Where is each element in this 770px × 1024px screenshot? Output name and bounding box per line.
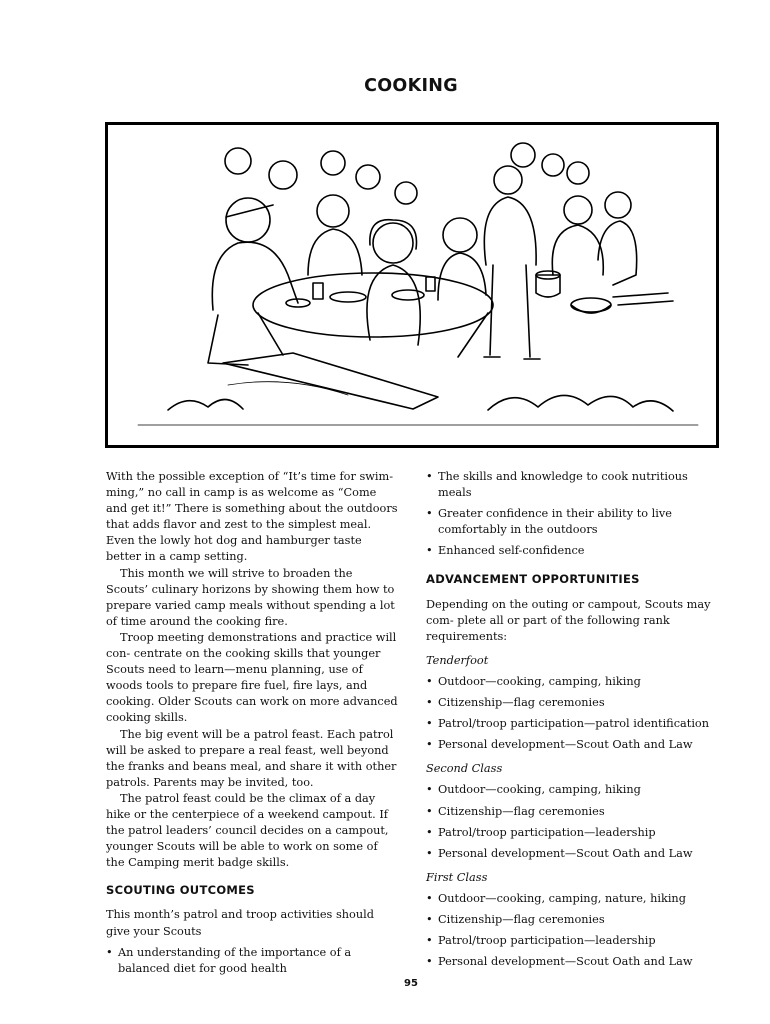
rank-heading-second-class: Second Class	[426, 762, 503, 776]
bullet-icon: •	[426, 696, 433, 710]
list-item-text: Citizenship—flag ceremonies	[438, 804, 605, 818]
rank-heading-first-class: First Class	[426, 870, 488, 884]
list-item-text: Citizenship—flag ceremonies	[438, 912, 605, 926]
list-item	[426, 825, 720, 841]
left-column	[106, 469, 398, 977]
list-item	[426, 954, 720, 970]
page-title: COOKING	[364, 76, 458, 96]
list-item-text: An understanding of the importance of a balanced diet for good health	[118, 945, 352, 975]
bullet-icon: •	[426, 470, 433, 483]
list-item	[426, 846, 720, 862]
list-item	[426, 804, 720, 820]
list-item-text: Citizenship—flag ceremonies	[438, 696, 605, 710]
list-item-text: Patrol/troop participation—leadership	[438, 934, 656, 948]
bullet-icon: •	[426, 955, 433, 969]
list-item	[426, 674, 720, 690]
list-item-text: Patrol/troop participation—leadership	[438, 825, 656, 839]
list-item	[426, 469, 720, 501]
list-item-text: The skills and knowledge to cook nutritious meals	[438, 470, 688, 500]
bullet-icon: •	[426, 783, 433, 797]
list-item-text: Personal development—Scout Oath and Law	[438, 846, 693, 860]
outcomes-intro: This month’s patrol and troop activities should give your Scouts	[106, 908, 374, 938]
list-item	[426, 716, 720, 732]
list-item	[426, 695, 720, 711]
list-item	[426, 933, 720, 949]
illustration-frame	[105, 122, 719, 448]
body-paragraph: The big event will be a patrol feast. Each patrol will be asked to prepare a real feast, well beyond the franks and beans meal, and share it with other patrols. Parents may be invited, too.	[106, 727, 397, 789]
right-column	[426, 469, 720, 970]
rank-heading-tenderfoot: Tenderfoot	[426, 653, 489, 667]
bullet-icon: •	[426, 804, 433, 818]
advancement-intro: Depending on the outing or campout, Scouts may com- plete all or part of the following rank requirements:	[426, 597, 711, 643]
page-number: 95	[404, 978, 418, 989]
list-item-text: Patrol/troop participation—patrol identification	[438, 717, 710, 731]
list-item-text: Outdoor—cooking, camping, hiking	[438, 674, 641, 688]
list-item	[426, 891, 720, 907]
list-item-text: Personal development—Scout Oath and Law	[438, 738, 693, 752]
list-item-text: Outdoor—cooking, camping, hiking	[438, 783, 641, 797]
list-item-text: Greater confidence in their ability to live comfortably in the outdoors	[438, 507, 672, 537]
list-item-text: Outdoor—cooking, camping, nature, hiking	[438, 891, 686, 905]
list-item	[426, 543, 720, 559]
bullet-icon: •	[426, 934, 433, 948]
list-item	[106, 945, 398, 977]
list-item-text: Enhanced self-confidence	[438, 544, 585, 558]
bullet-icon: •	[106, 945, 113, 959]
list-item	[426, 506, 720, 538]
body-paragraph: The patrol feast could be the climax of a day hike or the centerpiece of a weekend campout. If the patrol leaders’ council decides on a campout, younger Scouts will be able to work on some of the Camping merit badge skills.	[106, 791, 389, 870]
list-item	[426, 737, 720, 753]
bullet-icon: •	[426, 912, 433, 926]
list-item-text: Personal development—Scout Oath and Law	[438, 955, 693, 969]
bullet-icon: •	[426, 846, 433, 860]
bullet-icon: •	[426, 507, 433, 521]
scouts-camp-meal-illustration	[108, 125, 716, 445]
bullet-icon: •	[426, 891, 433, 905]
body-paragraph: With the possible exception of “It’s time for swim- ming,” no call in camp is as welcome as “Come and get it!” There is something about the outdoors that adds flavor and zest to the simplest meal. Even the lowly hot dog and hamburger taste better in a camp setting.	[106, 470, 398, 564]
list-item	[426, 782, 720, 798]
bullet-icon: •	[426, 674, 433, 688]
body-paragraph: This month we will strive to broaden the Scouts’ culinary horizons by showing them how to prepare varied camp meals without spending a lot of time around the cooking fire.	[106, 566, 395, 628]
bullet-icon: •	[426, 825, 433, 839]
body-paragraph: Troop meeting demonstrations and practice will con- centrate on the cooking skills that younger Scouts need to learn—menu planning, use of woods tools to prepare fire fuel, fire lays, and cooking. Older Scouts can work on more advanced cooking skills.	[106, 630, 398, 725]
bullet-icon: •	[426, 544, 433, 558]
section-heading-advancement: ADVANCEMENT OPPORTUNITIES	[426, 572, 640, 587]
bullet-icon: •	[426, 717, 433, 731]
section-heading-scouting-outcomes: SCOUTING OUTCOMES	[106, 883, 255, 898]
list-item	[426, 912, 720, 928]
bullet-icon: •	[426, 738, 433, 752]
